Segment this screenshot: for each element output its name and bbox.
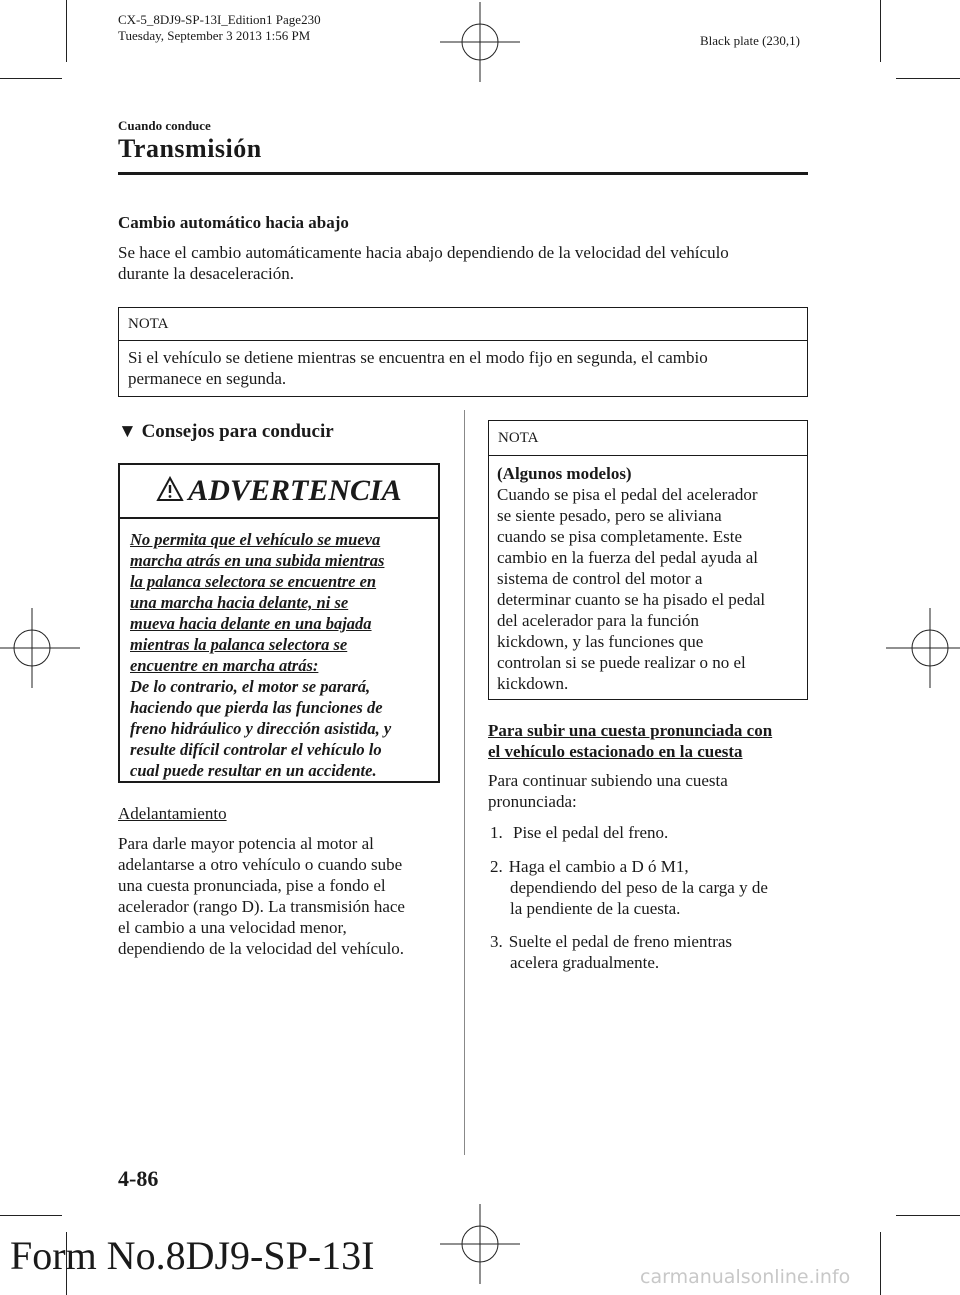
overtaking-line: adelantarse a otro vehículo o cuando sube	[118, 855, 403, 874]
list-text: la pendiente de la cuesta.	[510, 899, 681, 918]
crop-mark	[0, 78, 62, 79]
crop-mark	[0, 1215, 62, 1216]
note-line: del acelerador para la función	[497, 611, 699, 630]
column-divider	[464, 410, 465, 1155]
page-title: Transmisión	[118, 134, 262, 163]
warning-line: mueva hacia delante en una bajada	[130, 614, 372, 633]
note-line: cuando se pisa completamente. Este	[497, 527, 742, 546]
list-text: dependiendo del peso de la carga y de	[510, 878, 768, 897]
tips-heading-text: Consejos para conducir	[141, 421, 334, 442]
uphill-heading-line: Para subir una cuesta pronunciada con	[488, 721, 773, 740]
note-line: kickdown.	[497, 674, 569, 693]
overtaking-line: dependiendo de la velocidad del vehículo.	[118, 939, 405, 958]
list-item	[490, 822, 668, 843]
registration-mark-icon	[440, 1204, 520, 1284]
list-item	[490, 931, 732, 973]
warning-line: freno hidráulico y dirección asistida, y	[130, 719, 392, 738]
warning-line: resulte difícil controlar el vehículo lo	[130, 740, 382, 759]
list-number: 1.	[490, 823, 503, 842]
crop-mark	[880, 1232, 881, 1295]
section-label: Cuando conduce	[118, 118, 211, 133]
warning-title-text: ADVERTENCIA	[188, 474, 402, 507]
note-model-label: (Algunos modelos)	[497, 464, 632, 483]
triangle-down-icon: ▼	[118, 421, 137, 442]
registration-mark-icon	[440, 2, 520, 82]
warning-line: cual puede resultar en un accidente.	[130, 761, 377, 780]
overtaking-paragraph	[118, 833, 405, 959]
warning-line: encuentre en marcha atrás:	[130, 656, 319, 675]
warning-line: marcha atrás en una subida mientras	[130, 551, 385, 570]
crop-mark	[896, 1215, 960, 1216]
note-box	[488, 420, 808, 700]
intro-heading: Cambio automático hacia abajo	[118, 213, 349, 232]
warning-box	[118, 463, 440, 783]
warning-line: haciendo que pierda las funciones de	[130, 698, 383, 717]
intro-line: Se hace el cambio automáticamente hacia abajo dependiendo de la velocidad del vehículo	[118, 243, 729, 262]
uphill-heading-line: el vehículo estacionado en la cuesta	[488, 742, 743, 761]
note-line: permanece en segunda.	[128, 369, 287, 388]
note-line: se siente pesado, pero se aliviana	[497, 506, 722, 525]
list-number: 2.	[490, 857, 503, 876]
warning-title	[120, 465, 438, 519]
list-number: 3.	[490, 932, 503, 951]
uphill-intro	[488, 770, 728, 812]
uphill-intro-line: Para continuar subiendo una cuesta	[488, 771, 728, 790]
intro-line: durante la desaceleración.	[118, 264, 295, 283]
print-metadata	[118, 12, 321, 44]
intro-paragraph	[118, 242, 729, 284]
registration-mark-icon	[0, 608, 80, 688]
note-body	[489, 456, 807, 701]
uphill-intro-line: pronunciada:	[488, 792, 577, 811]
crop-mark	[66, 0, 67, 62]
overtaking-heading: Adelantamiento	[118, 804, 227, 823]
warning-line: una marcha hacia delante, ni se	[130, 593, 349, 612]
note-line: cambio en la fuerza del pedal ayuda al	[497, 548, 759, 567]
warning-body	[120, 519, 438, 791]
list-text: Suelte el pedal de freno mientras	[508, 932, 733, 951]
crop-mark	[896, 78, 960, 79]
warning-line: No permita que el vehículo se mueva	[130, 530, 381, 549]
page-number: 4-86	[118, 1166, 159, 1191]
list-text: Pise el pedal del freno.	[513, 823, 669, 842]
warning-line: la palanca selectora se encuentre en	[130, 572, 377, 591]
list-item	[490, 856, 768, 919]
overtaking-line: acelerador (rango D). La transmisión hace	[118, 897, 405, 916]
overtaking-line: el cambio a una velocidad menor,	[118, 918, 347, 937]
overtaking-line: una cuesta pronunciada, pise a fondo el	[118, 876, 386, 895]
note-line: controlan si se puede realizar o no el	[497, 653, 746, 672]
note-label: NOTA	[119, 308, 807, 341]
warning-line: mientras la palanca selectora se	[130, 635, 348, 654]
warning-line: De lo contrario, el motor se parará,	[130, 677, 371, 696]
overtaking-line: Para darle mayor potencia al motor al	[118, 834, 374, 853]
note-line: Si el vehículo se detiene mientras se encuentra en el modo fijo en segunda, el cambio	[128, 348, 708, 367]
note-line: Cuando se pisa el pedal del acelerador	[497, 485, 758, 504]
list-text: Haga el cambio a D ó M1,	[508, 857, 689, 876]
warning-icon	[156, 467, 184, 493]
note-box	[118, 307, 808, 397]
form-number: Form No.8DJ9-SP-13I	[10, 1233, 375, 1278]
registration-mark-icon	[886, 608, 960, 688]
uphill-heading	[488, 720, 772, 762]
list-text: acelera gradualmente.	[510, 953, 660, 972]
print-date-line: Tuesday, September 3 2013 1:56 PM	[118, 28, 311, 43]
note-line: determinar cuanto se ha pisado el pedal	[497, 590, 766, 609]
title-rule	[118, 172, 808, 175]
note-line: sistema de control del motor a	[497, 569, 703, 588]
note-body	[119, 341, 807, 398]
note-line: kickdown, y las funciones que	[497, 632, 704, 651]
watermark: carmanualsonline.info	[640, 1266, 851, 1288]
tips-heading	[118, 421, 334, 443]
plate-label: Black plate (230,1)	[700, 33, 800, 48]
print-job-line: CX-5_8DJ9-SP-13I_Edition1 Page230	[118, 12, 321, 27]
crop-mark	[880, 0, 881, 62]
note-label: NOTA	[489, 421, 807, 456]
